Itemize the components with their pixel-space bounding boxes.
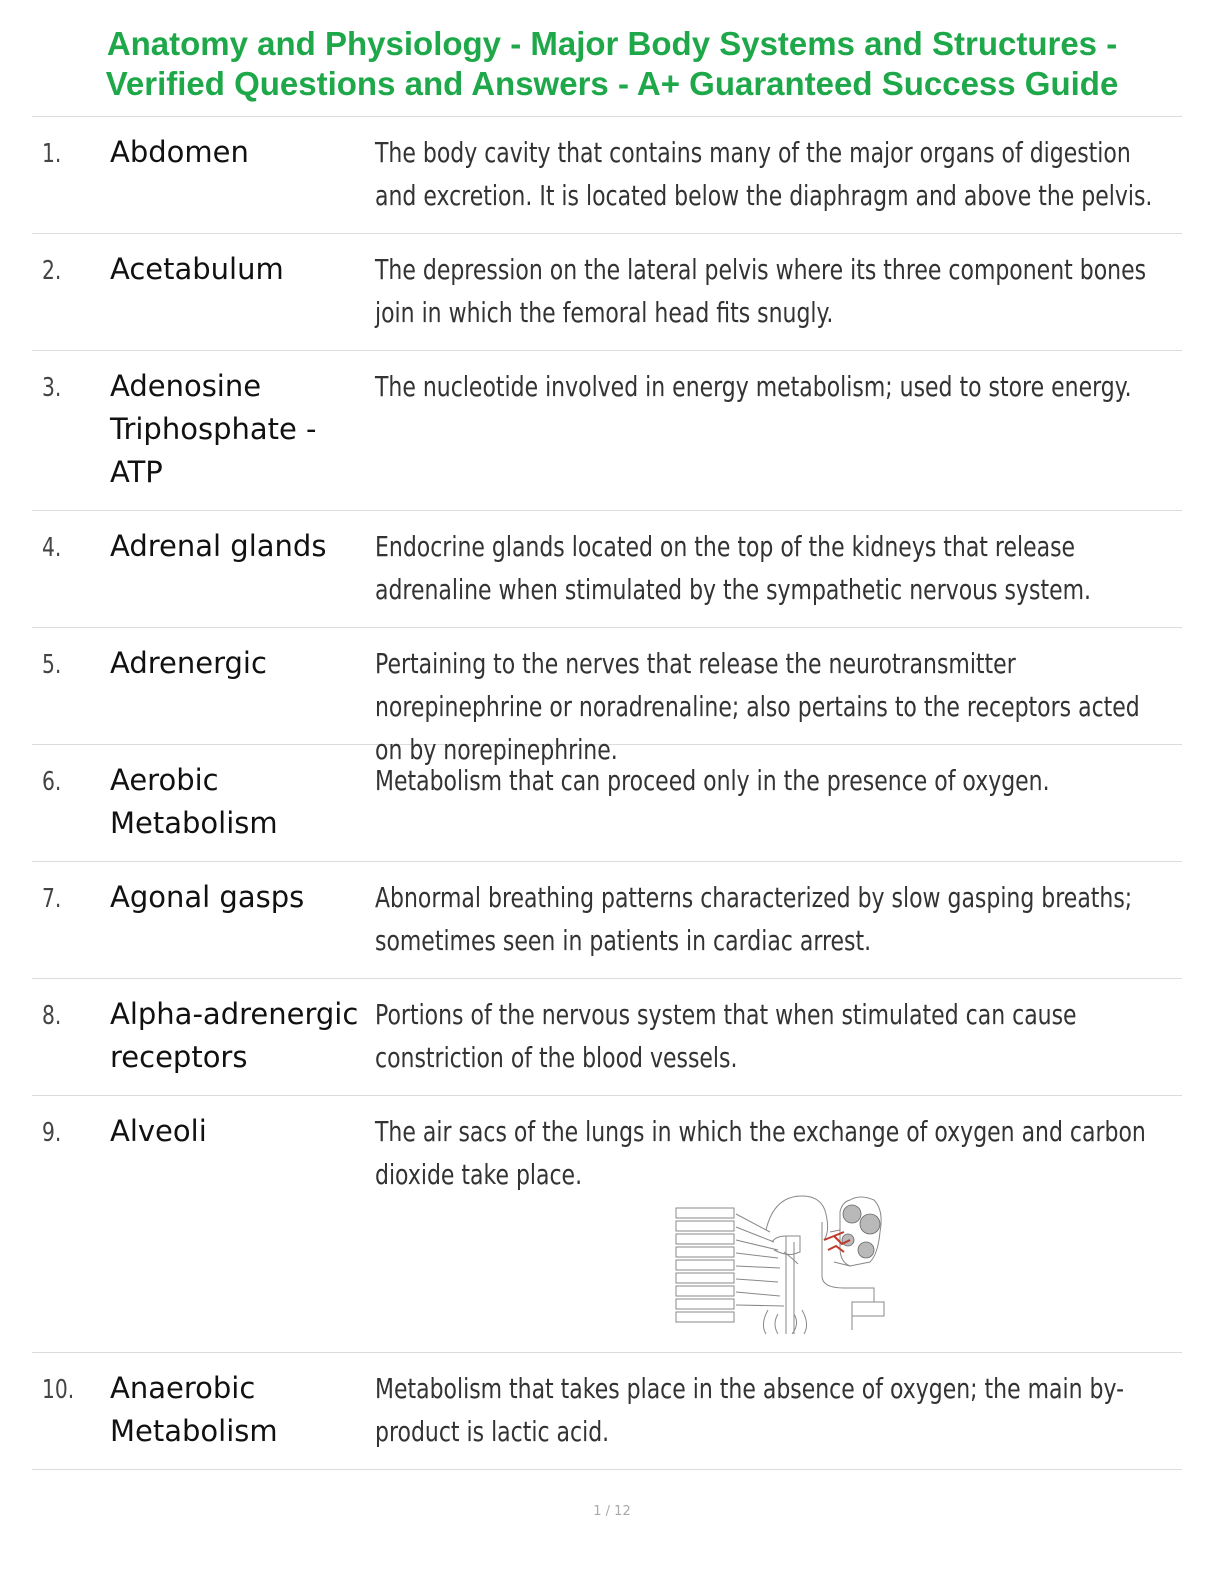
title-line-2: Verified Questions and Answers - A+ Guaranteed Success Guide (105, 65, 1119, 102)
flashcard-list (32, 116, 1182, 1470)
card-definition: The air sacs of the lungs in which the exchange of oxygen and carbon dioxide take place. (375, 1115, 1146, 1191)
flashcard-2 (32, 234, 1182, 351)
card-number: 4. (42, 533, 62, 563)
card-term: Acetabulum (110, 252, 284, 286)
card-number: 9. (42, 1118, 62, 1148)
title-line-1: Anatomy and Physiology - Major Body Systems and Structures - (106, 25, 1118, 62)
card-term: Aerobic Metabolism (110, 763, 278, 840)
respiratory-system-diagram (674, 1192, 886, 1336)
card-number: 2. (42, 256, 62, 286)
card-definition: The depression on the lateral pelvis where its three component bones join in which the femoral head fits snugly. (375, 253, 1147, 329)
card-term: Alpha-adrenergic receptors (110, 997, 359, 1074)
flashcard-8 (32, 979, 1182, 1096)
card-term: Adrenergic (110, 646, 267, 680)
card-definition: Metabolism that takes place in the absence of oxygen; the main by-product is lactic acid. (375, 1372, 1125, 1448)
flashcard-6 (32, 745, 1182, 862)
flashcard-9 (32, 1096, 1182, 1353)
card-number: 5. (42, 650, 62, 680)
document-title (30, 24, 1194, 104)
card-term: Adenosine Triphosphate - ATP (110, 369, 317, 489)
card-definition: Metabolism that can proceed only in the presence of oxygen. (375, 764, 1050, 797)
card-term: Adrenal glands (110, 529, 327, 563)
card-number: 7. (42, 884, 62, 914)
card-number: 8. (42, 1001, 62, 1031)
flashcard-1 (32, 117, 1182, 234)
flashcard-7 (32, 862, 1182, 979)
card-definition: Endocrine glands located on the top of the kidneys that release adrenaline when stimulated by the sympathetic nervous system. (375, 530, 1092, 606)
card-definition: Abnormal breathing patterns characterized by slow gasping breaths; sometimes seen in patients in cardiac arrest. (375, 881, 1133, 957)
card-term: Agonal gasps (110, 880, 305, 914)
card-definition: Portions of the nervous system that when stimulated can cause constriction of the blood vessels. (375, 998, 1077, 1074)
card-definition: The nucleotide involved in energy metabolism; used to store energy. (375, 370, 1132, 403)
flashcard-3 (32, 351, 1182, 511)
card-term: Alveoli (110, 1114, 207, 1148)
card-term: Anaerobic Metabolism (110, 1371, 278, 1448)
card-definition: Pertaining to the nerves that release the neurotransmitter norepinephrine or noradrenaline; also pertains to the receptors acted on by norepinephrine. (375, 647, 1140, 766)
card-number: 6. (42, 767, 62, 797)
flashcard-4 (32, 511, 1182, 628)
flashcard-5 (32, 628, 1182, 766)
page-indicator: 1 / 12 (593, 1504, 631, 1519)
card-term: Abdomen (110, 135, 249, 169)
flashcard-10 (32, 1353, 1182, 1470)
card-number: 3. (42, 373, 62, 403)
card-number: 1. (42, 139, 62, 169)
card-definition: The body cavity that contains many of the major organs of digestion and excretion. It is located below the diaphragm and above the pelvis. (375, 136, 1153, 212)
card-number: 10. (42, 1375, 75, 1405)
